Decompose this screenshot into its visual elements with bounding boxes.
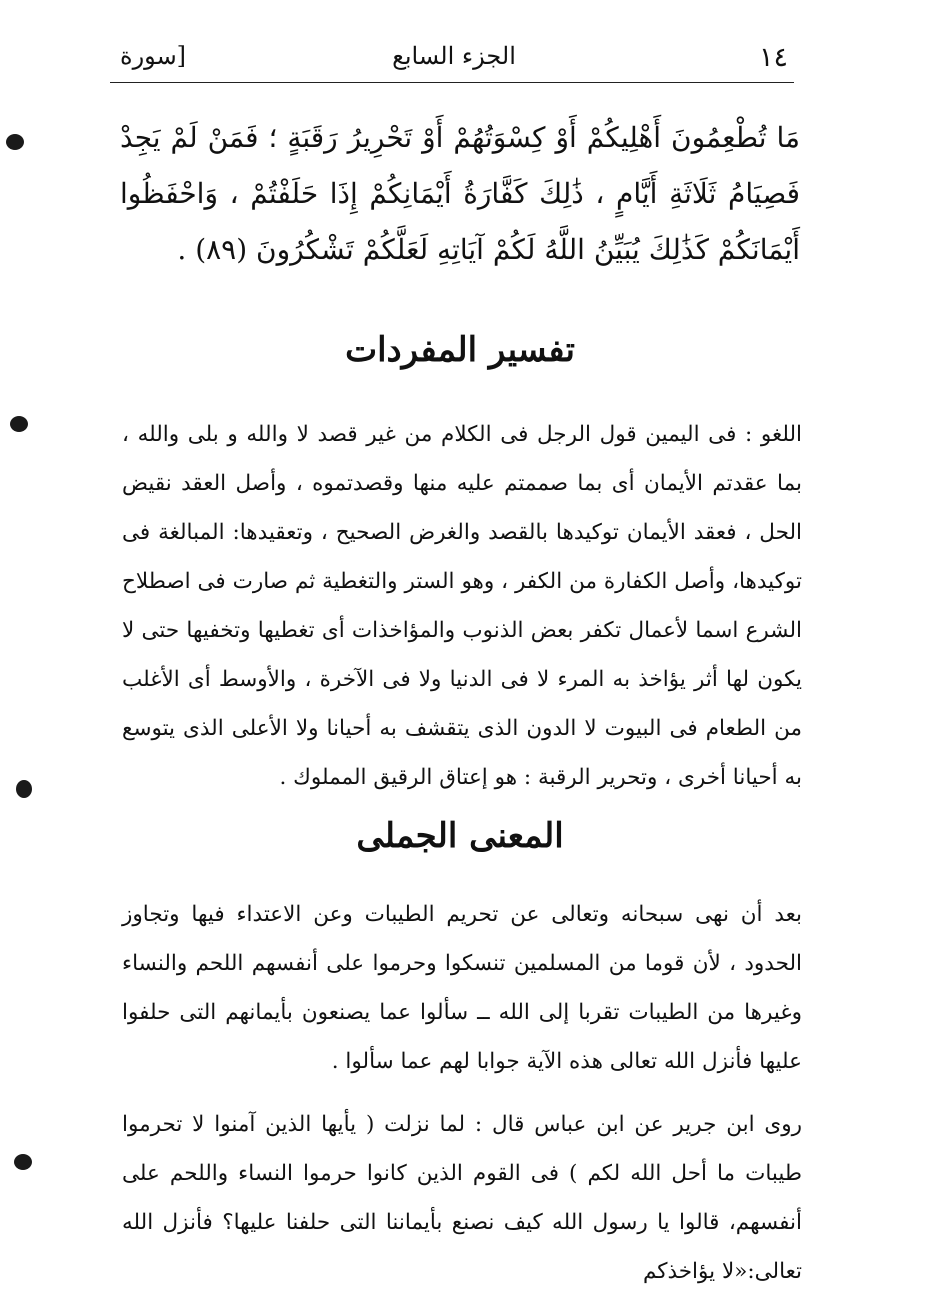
page-header: [120, 40, 788, 82]
part-title: الجزء السابع: [392, 42, 516, 70]
vocab-paragraph: اللغو : فى اليمين قول الرجل فى الكلام من غير قصد لا والله و بلى والله ، بما عقدتم الأيمان أى بما صممتم عليه منها وقصدتموه ، وأصل العقد نقيض الحل ، فعقد الأيمان توكيدها بالقصد والغرض الصحيح ، وتعقيدها: المبالغة فى توكيدها، وأصل الكفارة من الكفر ، وهو الستر والتغطية ثم صارت فى اصطلاح الشرع اسما لأعمال تكفر بعض الذنوب والمؤاخذات أى تغطيها وتخفيها حتى لا يكون لها أثر يؤاخذ به المرء لا فى الدنيا ولا فى الآخرة ، والأوسط أى الأغلب من الطعام فى البيوت لا الدون الذى يتقشف به أحيانا ولا الأعلى الذى يتوسع به أحيانا أخرى ، وتحرير الرقبة : هو إعتاق الرقيق المملوك .: [122, 422, 802, 790]
binding-hole-mark: [6, 134, 24, 150]
binding-hole-mark: [10, 416, 28, 432]
meaning-paragraph: بعد أن نهى سبحانه وتعالى عن تحريم الطيبات وعن الاعتداء فيها وتجاوز الحدود ، لأن قوما من المسلمين تنسكوا وحرموا على أنفسهم اللحم والنساء وغيرها من الطيبات تقربا إلى الله ــ سألوا عما يصنعون بأيمانهم التى حلفوا عليها فأنزل الله تعالى هذه الآية جوابا لهم عما سألوا .: [122, 902, 802, 1074]
meaning-section-title: المعنى الجملى: [356, 816, 564, 856]
binding-hole-mark: [14, 1154, 32, 1170]
narration-paragraph: روى ابن جرير عن ابن عباس قال : لما نزلت ( يأيها الذين آمنوا لا تحرموا طيبات ما أحل الله لكم ) فى القوم الذين كانوا حرموا النساء واللحم على أنفسهم، قالوا يا رسول الله كيف نصنع بأيماننا التى حلفنا عليها؟ فأنزل الله تعالى:«لا يؤاخذكم: [122, 1112, 802, 1284]
page-number: ١٤: [758, 42, 788, 73]
surah-label: [سورة: [120, 42, 187, 70]
quran-verse: مَا تُطْعِمُونَ أَهْلِيكُمْ أَوْ كِسْوَتُهُمْ أَوْ تَحْرِيرُ رَقَبَةٍ ؛ فَمَنْ لَمْ يَجِدْ فَصِيَامُ ثَلَاثَةِ أَيَّامٍ ، ذَٰلِكَ كَفَّارَةُ أَيْمَانِكُمْ إِذَا حَلَفْتُمْ ، وَاحْفَظُوا أَيْمَانَكُمْ كَذَٰلِكَ يُبَيِّنُ اللَّهُ لَكُمْ آيَاتِهِ لَعَلَّكُمْ تَشْكُرُونَ (٨٩) .: [120, 121, 800, 266]
header-divider: [110, 82, 794, 83]
binding-hole-mark: [16, 780, 32, 798]
vocab-section-title: تفسير المفردات: [345, 330, 575, 370]
